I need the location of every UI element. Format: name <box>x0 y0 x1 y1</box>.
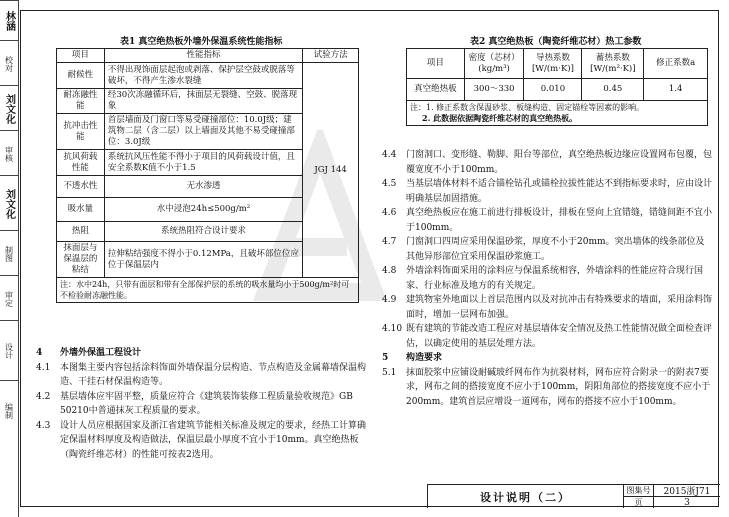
margin-item: 校对 <box>0 40 18 86</box>
paragraph-number: 4.2 <box>36 391 51 402</box>
atlas-label: 图集号 <box>624 485 654 497</box>
table2-header: 项目 <box>407 49 465 79</box>
table-cell: 系统抗风压性能不得小于项目的风荷载设计值，且安全系数K值不小于1.5 <box>104 150 302 176</box>
paragraph <box>36 419 366 463</box>
table-cell: 不得出现饰面层起泡或剥落、保护层空鼓或脱落等破坏，不得产生渗水裂缝 <box>104 63 302 89</box>
paragraph <box>36 390 366 419</box>
atlas-number: 2015浙J71 <box>654 485 720 497</box>
paragraph <box>382 177 712 206</box>
table1-title: 表1 真空绝热板外墙外保温系统性能指标 <box>120 37 283 47</box>
paragraph-number: 4.10 <box>382 324 403 334</box>
test-method-cell: JGJ 144 <box>303 63 359 278</box>
paragraph-number: 4.9 <box>382 295 397 305</box>
paragraph-text: 构造要求 <box>406 353 443 363</box>
table1-header-spec: 性能指标 <box>104 49 302 63</box>
table-cell: 热阻 <box>57 222 105 242</box>
table-cell: 经30次冻融循环后，抹面层无裂缝、空鼓、脱落现象 <box>104 89 302 114</box>
table2-header: 密度（芯材） (kg/m³) <box>464 49 524 79</box>
paragraph-number: 4.4 <box>382 150 397 160</box>
margin-strip <box>0 0 19 517</box>
table2-notes <box>407 101 708 126</box>
paragraph-text: 抹面胶浆中应铺设耐碱玻纤网布作为抗裂材料，网布应符合附录一的附表7要求，网布之间的搭接宽度不应小于100mm，阴阳角部位的搭接宽度不应小于200mm。建筑首层应增设一道网布，网布的搭接不应小于100mm。 <box>406 367 711 407</box>
paragraph-number: 5.1 <box>382 367 397 378</box>
table-cell: 吸水量 <box>57 198 105 222</box>
table-cell: 抹面层与保温层的粘结 <box>57 242 105 278</box>
left-text-column <box>36 346 366 462</box>
table1-header-method: 试验方法 <box>303 49 359 63</box>
right-text-column <box>382 148 712 409</box>
paragraph-text: 门窗洞口、变形缝、勒脚、阳台等部位，真空绝热板边缘应设置网布包覆，包覆宽度不小于100mm。 <box>406 150 713 175</box>
paragraph-text: 外墙外保温工程设计 <box>60 348 142 358</box>
table1-note: 注：水中24h，只带有面层和带有全部保护层的系统的吸水量均小于500g/m²时可不检验耐冻融性能。 <box>57 278 359 303</box>
paragraph-number: 4.5 <box>382 179 397 189</box>
paragraph <box>382 148 712 177</box>
paragraph-text: 本图集主要内容包括涂料饰面外墙保温分层构造、节点构造及金属幕墙保温构造、干挂石材保温构造等。 <box>60 362 367 387</box>
paragraph-number: 4 <box>36 348 43 358</box>
paragraph-number: 4.7 <box>382 237 397 247</box>
paragraph-text: 建筑物室外地面以上首层范围内以及对抗冲击有特殊要求的墙面，采用涂料饰面时，增加一层网布加强。 <box>406 295 713 320</box>
margin-signature: 刘文化 <box>0 175 18 231</box>
paragraph-text: 门窗洞口四周应采用保温砂浆，厚度不小于20mm。突出墙体的线条部位及其他异形部位宜采用保温砂浆施工。 <box>406 237 705 262</box>
table-cell: 耐候性 <box>57 63 105 89</box>
paragraph <box>36 361 366 390</box>
paragraph-text: 当基层墙体材料不适合锚栓钻孔或锚栓拉拔性能达不到指标要求时，应由设计明确基层加固措施。 <box>406 179 713 204</box>
drawing-title: 设计说明（二） <box>428 485 624 508</box>
paragraph <box>382 264 712 293</box>
table-cell: 0.45 <box>582 79 644 101</box>
performance-table <box>56 48 359 303</box>
table2-note: 注：1. 修正系数含保温砂浆、板缝构造、固定锚栓等因素的影响。 <box>410 103 645 112</box>
paragraph <box>382 366 712 410</box>
margin-item: 审定 <box>0 275 18 321</box>
margin-signature: 刘文化 <box>0 85 18 131</box>
table-cell: 系统热阻符合设计要求 <box>104 222 302 242</box>
table-cell: 300～330 <box>464 79 524 101</box>
table-cell: 抗冲击性能 <box>57 114 105 150</box>
section-heading <box>382 351 712 366</box>
thermal-table <box>406 48 708 126</box>
section-heading <box>36 346 366 361</box>
table-cell: 1.4 <box>644 79 708 101</box>
page-number: 3 <box>684 497 690 508</box>
margin-item: 设计 <box>0 320 18 381</box>
table-cell: 水中浸泡24h≤500g/m² <box>104 198 302 222</box>
margin-signature: 林涵 <box>0 0 18 41</box>
table-cell: 拉伸粘结强度不得小于0.12MPa，且破坏部位位应位于保温层内 <box>104 242 302 278</box>
margin-item: 制图 <box>0 230 18 276</box>
table-cell: 首层墙面及门窗口等易受碰撞部位：10.0J级；建筑物二层（含二层）以上墙面及其他不易受碰撞部位：3.0J级 <box>104 114 302 150</box>
table-cell: 真空绝热板 <box>407 79 465 101</box>
paragraph <box>382 235 712 264</box>
table2-header: 蓄热系数 [W/(m²·K)] <box>582 49 644 79</box>
margin-item: 审核 <box>0 130 18 176</box>
paragraph-text: 基层墙体应牢固平整，质量应符合《建筑装饰装修工程质量验收规范》GB 50210中普通抹灰工程质量的要求。 <box>60 391 353 416</box>
table-cell: 不透水性 <box>57 176 105 198</box>
table2-title: 表2 真空绝热板（陶瓷纤维芯材）热工参数 <box>470 37 642 47</box>
table2-note: 2. 此数据依据陶瓷纤维芯材的真空绝热板。 <box>422 113 578 123</box>
paragraph-number: 4.1 <box>36 362 51 373</box>
table2-header: 导热系数 [W/(m·K)] <box>524 49 582 79</box>
table2-header: 修正系数a <box>644 49 708 79</box>
margin-item: 编制 <box>0 380 18 441</box>
paragraph-text: 既有建筑的节能改造工程应对基层墙体安全情况及热工性能情况做全面检查评估，以确定使用的基层处理方法。 <box>406 324 713 349</box>
paragraph <box>382 206 712 235</box>
paragraph <box>382 293 712 322</box>
paragraph-number: 4.6 <box>382 208 397 218</box>
table-cell: 耐冻融性能 <box>57 89 105 114</box>
table-cell: 0.010 <box>524 79 582 101</box>
title-block <box>427 484 720 508</box>
paragraph <box>382 322 712 351</box>
paragraph-number: 4.8 <box>382 266 397 276</box>
paragraph-text: 真空绝热板应在施工前进行排板设计，排板在竖向上宜错缝，错缝间距不宜小于100mm。 <box>406 208 713 233</box>
paragraph-number: 5 <box>382 353 389 363</box>
table1-header-item: 项目 <box>57 49 105 63</box>
table-cell: 抗风荷载性能 <box>57 150 105 176</box>
table-cell: 无水渗透 <box>104 176 302 198</box>
paragraph-number: 4.3 <box>36 420 51 431</box>
page-label: 页 <box>624 497 654 508</box>
paragraph-text: 外墙涂料饰面采用的涂料应与保温系统相容，外墙涂料的性能应符合现行国家、行业标准及地方的有关规定。 <box>406 266 704 291</box>
paragraph-text: 设计人员应根据国家及浙江省建筑节能相关标准及规定的要求，经热工计算确定保温材料厚度及构造做法，保温层最小厚度不宜小于10mm。真空绝热板（陶瓷纤维芯材）的性能可按表2选用。 <box>60 420 367 460</box>
